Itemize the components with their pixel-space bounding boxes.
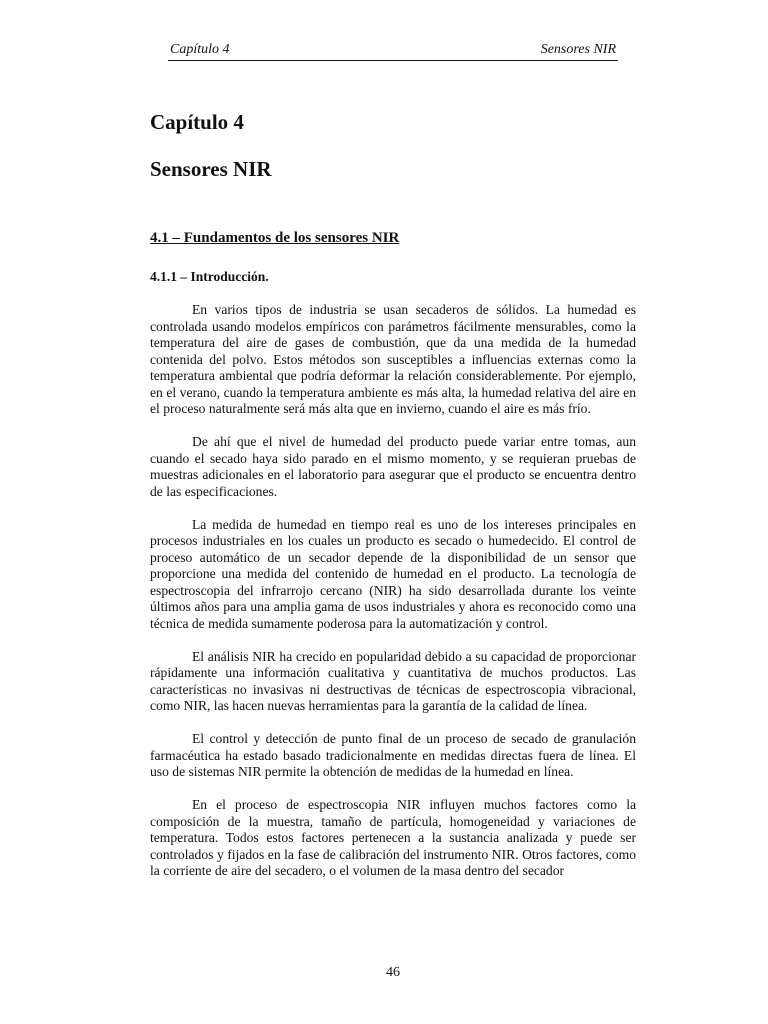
paragraph: De ahí que el nivel de humedad del producto puede variar entre tomas, aun cuando el secado haya sido parado en el mismo momento, y se requieran pruebas de muestras adicionales en el laboratorio para asegurar que el producto se encuentra dentro de las especificaciones. [150, 434, 636, 499]
paragraph: En varios tipos de industria se usan secaderos de sólidos. La humedad es controlada usando modelos empíricos con parámetros fácilmente mensurables, como la temperatura del aire de gases de combustión, que da una medida de la humedad contenida del polvo. Estos métodos son susceptibles a influencias externas como la temperatura ambiental que podría deformar la relación considerablemente. Por ejemplo, en el verano, cuando la temperatura ambiente es más alta, la humedad relativa del aire en el proceso naturalmente será más alta que en invierno, cuando el aire es más frío. [150, 302, 636, 416]
header-chapter: Capítulo 4 [170, 42, 230, 57]
subsection-heading: 4.1.1 – Introducción. [150, 269, 269, 284]
section-heading: 4.1 – Fundamentos de los sensores NIR [150, 230, 400, 246]
chapter-label: Capítulo 4 [150, 110, 244, 134]
body-text [150, 302, 636, 896]
paragraph: La medida de humedad en tiempo real es uno de los intereses principales en procesos industriales en los cuales un producto es secado o humedecido. El control de proceso automático de un secador depende de la disponibilidad de un sensor que proporcione una medida del contenido de humedad en el producto. La tecnología de espectroscopia del infrarrojo cercano (NIR) ha sido desarrollada durante los veinte últimos años para una amplia gama de usos industriales y ahora es reconocido como una técnica de medida sumamente poderosa para la automatización y control. [150, 516, 636, 631]
header-title: Sensores NIR [540, 42, 616, 57]
paragraph: El control y detección de punto final de un proceso de secado de granulación farmacéutica ha estado basado tradicionalmente en medidas directas fuera de línea. El uso de sistemas NIR permite la obtención de medidas de la humedad en línea. [150, 731, 636, 779]
running-header [168, 40, 618, 61]
paragraph: El análisis NIR ha crecido en popularidad debido a su capacidad de proporcionar rápidamente una información cualitativa y cuantitativa de muchos productos. Las características no invasivas ni destructivas de técnicas de espectroscopia vibracional, como NIR, las hacen nuevas herramientas para la garantía de la calidad de línea. [150, 648, 636, 713]
paragraph: En el proceso de espectroscopia NIR influyen muchos factores como la composición de la muestra, tamaño de partícula, homogeneidad y variaciones de temperatura. Todos estos factores pertenecen a la sustancia analizada y puede ser controlados y fijados en la fase de calibración del instrumento NIR. Otros factores, como la corriente de aire del secadero, o el volumen de la masa dentro del secador [150, 797, 636, 878]
chapter-title: Sensores NIR [150, 157, 272, 181]
page-number: 46 [386, 965, 400, 980]
